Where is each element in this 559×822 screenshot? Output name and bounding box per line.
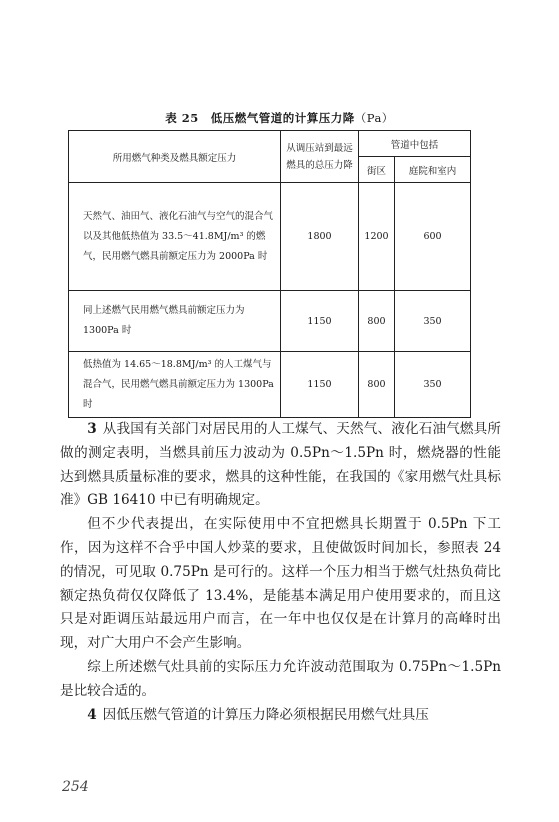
- paragraph: [60, 418, 501, 513]
- header-total-drop: 从调压站到最远燃具的总压力降: [281, 131, 359, 183]
- header-pipe-group: 管道中包括: [359, 131, 471, 157]
- row-street: 1200: [359, 183, 395, 291]
- header-street: 街区: [359, 157, 395, 183]
- table-row: [69, 291, 471, 352]
- row-yard: 600: [395, 183, 471, 291]
- clause-number: 4: [87, 706, 97, 723]
- table-caption-unit: （Pa）: [354, 111, 394, 125]
- header-yard-indoor: 庭院和室内: [395, 157, 471, 183]
- table-row: [69, 183, 471, 291]
- paragraph: 但不少代表提出，在实际使用中不宜把燃具长期置于 0.5Pn 下工作，因为这样不合乎中国人炒菜的要求，且使做饭时间加长，参照表 24 的情况，可见取 0.75Pn 是可行的。这样一个压力相当于燃气灶热负荷比额定热负荷仅仅降低了 13.4%，是能基本满足用户使用要求的，而且这只是对距调压站最远用户而言，在一年中也仅仅是在计算月的高峰时出现，对广大用户不会产生影响。: [60, 516, 501, 652]
- row-street: 800: [359, 352, 395, 418]
- body-text: [60, 418, 501, 727]
- pressure-drop-table: [68, 130, 471, 418]
- row-total: 1150: [281, 352, 359, 418]
- paragraph-text: 从我国有关部门对居民用的人工煤气、天然气、液化石油气燃具所做的测定表明，当燃具前压力波动为 0.5Pn～1.5Pn 时，燃烧器的性能达到燃具质量标准的要求，燃具的这种性能，在我国的《家用燃气灶具标准》GB 16410 中已有明确规定。: [60, 421, 501, 509]
- table-caption-title: 表 25 低压燃气管道的计算压力降: [165, 111, 355, 125]
- row-total: 1800: [281, 183, 359, 291]
- header-gas-type: 所用燃气种类及燃具额定压力: [69, 131, 281, 183]
- row-total: 1150: [281, 291, 359, 352]
- paragraph: [60, 704, 501, 728]
- row-yard: 350: [395, 352, 471, 418]
- row-description: 同上述燃气民用燃气燃具前额定压力为 1300Pa 时: [69, 291, 281, 352]
- row-yard: 350: [395, 291, 471, 352]
- paragraph: 综上所述燃气灶具前的实际压力允许波动范围取为 0.75Pn～1.5Pn 是比较合适的。: [60, 658, 501, 699]
- page-number: 254: [62, 779, 89, 795]
- table-row: [69, 352, 471, 418]
- row-description: 天然气、油田气、液化石油气与空气的混合气以及其他低热值为 33.5～41.8MJ/m³ 的燃气，民用燃气燃具前额定压力为 2000Pa 时: [69, 183, 281, 291]
- clause-number: 3: [87, 421, 97, 437]
- table-caption: [0, 110, 559, 126]
- row-street: 800: [359, 291, 395, 352]
- paragraph-text: 因低压燃气管道的计算压力降必须根据民用燃气灶具压: [102, 706, 429, 723]
- row-description: 低热值为 14.65～18.8MJ/m³ 的人工煤气与混合气，民用燃气燃具前额定压力为 1300Pa 时: [69, 352, 281, 418]
